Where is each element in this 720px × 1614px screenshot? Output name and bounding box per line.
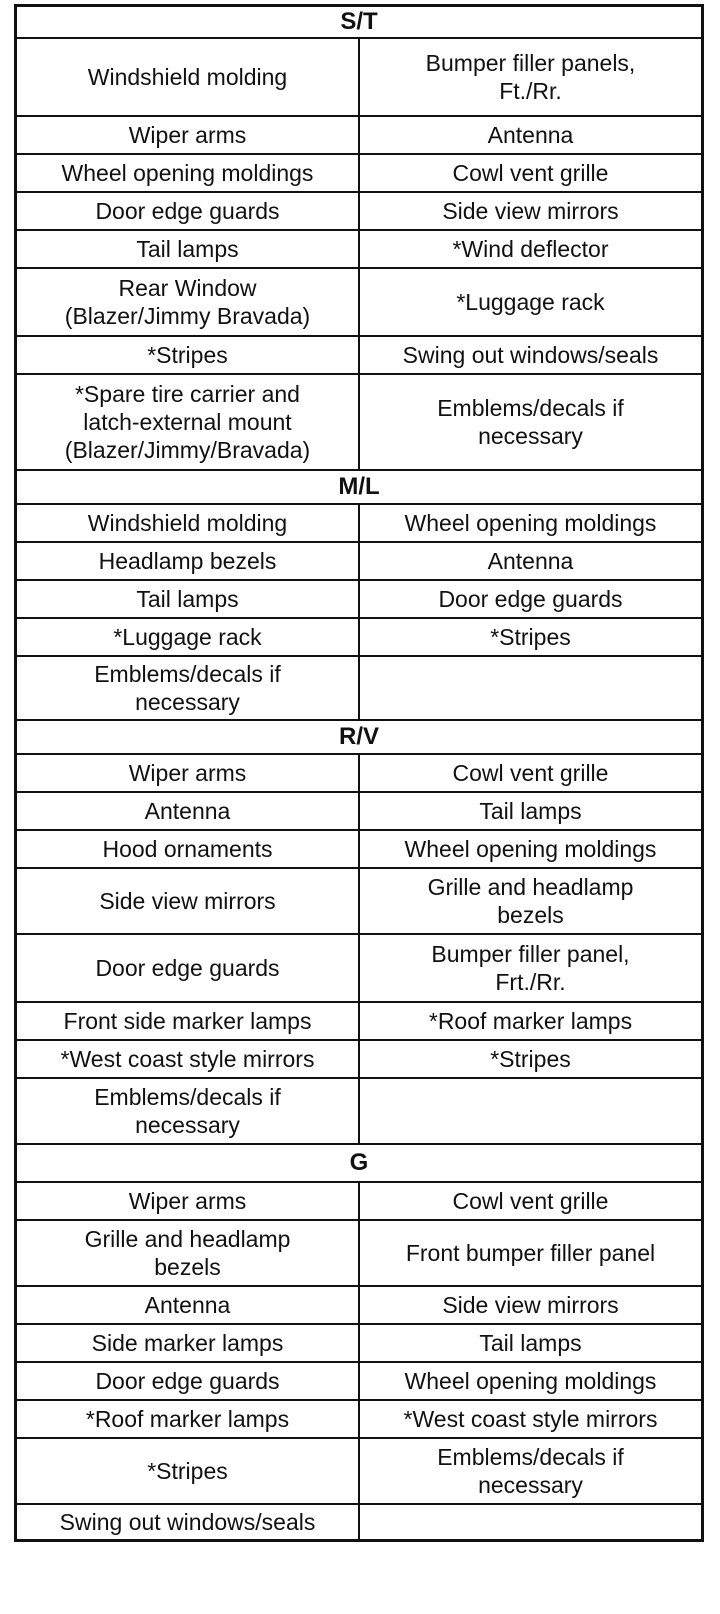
right-cell (360, 1325, 701, 1361)
table-row (17, 869, 701, 935)
right-cell (360, 793, 701, 829)
left-cell (17, 1221, 360, 1285)
left-cell (17, 831, 360, 867)
right-cell (360, 155, 701, 191)
right-cell (360, 1363, 701, 1399)
cell-text: Grille and headlamp bezels (427, 874, 634, 928)
right-cell (360, 1079, 701, 1143)
left-cell (17, 935, 360, 1001)
right-cell (360, 375, 701, 469)
cell-text: Tail lamps (136, 236, 239, 262)
cell-text: Antenna (144, 1292, 231, 1318)
cell-text: Rear Window (Blazer/Jimmy Bravada) (64, 275, 311, 329)
left-cell (17, 505, 360, 541)
left-cell (17, 1325, 360, 1361)
left-cell (17, 1401, 360, 1437)
right-cell (360, 193, 701, 229)
right-cell (360, 1221, 701, 1285)
section-header: G (17, 1145, 701, 1183)
left-cell (17, 1183, 360, 1219)
table-row (17, 581, 701, 619)
right-cell (360, 39, 701, 115)
right-cell (360, 1183, 701, 1219)
cell-text: Door edge guards (438, 586, 623, 612)
table-row (17, 375, 701, 471)
left-cell (17, 269, 360, 335)
section-header: M/L (17, 471, 701, 505)
table-row (17, 1041, 701, 1079)
left-cell (17, 581, 360, 617)
right-cell (360, 1041, 701, 1077)
left-cell (17, 1287, 360, 1323)
cell-text: Emblems/decals if necessary (437, 1444, 624, 1498)
right-cell (360, 337, 701, 373)
right-cell (360, 505, 701, 541)
right-cell (360, 269, 701, 335)
left-cell (17, 755, 360, 791)
cell-text: Side view mirrors (442, 1292, 619, 1318)
cell-text: Antenna (144, 798, 231, 824)
cell-text: *Roof marker lamps (85, 1406, 290, 1432)
cell-text: Front bumper filler panel (405, 1240, 656, 1266)
table-row (17, 193, 701, 231)
cell-text: *Stripes (490, 624, 571, 650)
table-row (17, 935, 701, 1003)
table-row (17, 1439, 701, 1505)
table-row (17, 1079, 701, 1145)
table-row (17, 1505, 701, 1539)
table-row (17, 1221, 701, 1287)
left-cell (17, 39, 360, 115)
right-cell (360, 1505, 701, 1539)
cell-text: *Luggage rack (113, 624, 262, 650)
cell-text: Bumper filler panels, Ft./Rr. (425, 50, 636, 104)
left-cell (17, 657, 360, 719)
table-row (17, 505, 701, 543)
right-cell (360, 657, 701, 719)
cell-text: Cowl vent grille (452, 760, 609, 786)
cell-text: Emblems/decals if necessary (94, 661, 281, 715)
right-cell (360, 619, 701, 655)
right-cell (360, 581, 701, 617)
cell-text: Side view mirrors (442, 198, 619, 224)
table-row (17, 755, 701, 793)
section-header: S/T (17, 7, 701, 39)
cell-text: Swing out windows/seals (59, 1509, 316, 1535)
left-cell (17, 375, 360, 469)
cell-text: Door edge guards (95, 955, 280, 981)
right-cell (360, 1401, 701, 1437)
cell-text: Wiper arms (128, 122, 247, 148)
cell-text: Wheel opening moldings (404, 510, 657, 536)
cell-text: Wheel opening moldings (404, 836, 657, 862)
right-cell (360, 1439, 701, 1503)
cell-text: Door edge guards (95, 1368, 280, 1394)
cell-text: Hood ornaments (102, 836, 273, 862)
table-row (17, 1401, 701, 1439)
left-cell (17, 1363, 360, 1399)
right-cell (360, 869, 701, 933)
table-row (17, 155, 701, 193)
cell-text: Cowl vent grille (452, 1188, 609, 1214)
cell-text: Wheel opening moldings (61, 160, 314, 186)
left-cell (17, 543, 360, 579)
right-cell (360, 1287, 701, 1323)
table-row (17, 231, 701, 269)
cell-text: Swing out windows/seals (402, 342, 659, 368)
cell-text: *West coast style mirrors (60, 1046, 315, 1072)
cell-text: Grille and headlamp bezels (84, 1226, 291, 1280)
cell-text: Windshield molding (87, 510, 288, 536)
cell-text: *Wind deflector (452, 236, 609, 262)
cell-text: Antenna (487, 548, 574, 574)
cell-text: *Roof marker lamps (428, 1008, 633, 1034)
right-cell (360, 117, 701, 153)
left-cell (17, 337, 360, 373)
table-row (17, 117, 701, 155)
cell-text: Tail lamps (479, 1330, 582, 1356)
table-row (17, 1363, 701, 1401)
table-row (17, 337, 701, 375)
cell-text: Bumper filler panel, Frt./Rr. (431, 941, 630, 995)
cell-text: *West coast style mirrors (403, 1406, 658, 1432)
right-cell (360, 755, 701, 791)
left-cell (17, 231, 360, 267)
right-cell (360, 935, 701, 1001)
cell-text: Wiper arms (128, 760, 247, 786)
table-row (17, 1287, 701, 1325)
cell-text: Emblems/decals if necessary (94, 1084, 281, 1138)
left-cell (17, 155, 360, 191)
table-row (17, 831, 701, 869)
cell-text: Headlamp bezels (98, 548, 277, 574)
right-cell (360, 231, 701, 267)
left-cell (17, 1079, 360, 1143)
right-cell (360, 831, 701, 867)
left-cell (17, 869, 360, 933)
parts-table (14, 4, 704, 1542)
cell-text: Wheel opening moldings (404, 1368, 657, 1394)
right-cell (360, 1003, 701, 1039)
cell-text: Emblems/decals if necessary (437, 395, 624, 449)
cell-text: Side view mirrors (99, 888, 276, 914)
left-cell (17, 619, 360, 655)
cell-text: Front side marker lamps (63, 1008, 312, 1034)
left-cell (17, 1003, 360, 1039)
cell-text: Antenna (487, 122, 574, 148)
table-row (17, 657, 701, 721)
table-row (17, 269, 701, 337)
left-cell (17, 117, 360, 153)
table-row (17, 1183, 701, 1221)
left-cell (17, 1439, 360, 1503)
table-row (17, 39, 701, 117)
cell-text: *Stripes (147, 342, 228, 368)
left-cell (17, 193, 360, 229)
table-row (17, 619, 701, 657)
left-cell (17, 1505, 360, 1539)
table-row (17, 1003, 701, 1041)
cell-text: Cowl vent grille (452, 160, 609, 186)
left-cell (17, 793, 360, 829)
table-row (17, 793, 701, 831)
cell-text: Door edge guards (95, 198, 280, 224)
cell-text: Wiper arms (128, 1188, 247, 1214)
cell-text: Windshield molding (87, 64, 288, 90)
cell-text: *Stripes (490, 1046, 571, 1072)
section-header: R/V (17, 721, 701, 755)
cell-text: Tail lamps (136, 586, 239, 612)
cell-text: *Spare tire carrier and latch-external mount (Blazer/Jimmy/Bravada) (64, 381, 311, 463)
cell-text: Side marker lamps (91, 1330, 284, 1356)
cell-text: *Luggage rack (456, 289, 605, 315)
table-row (17, 543, 701, 581)
cell-text: *Stripes (147, 1458, 228, 1484)
right-cell (360, 543, 701, 579)
cell-text: Tail lamps (479, 798, 582, 824)
table-row (17, 1325, 701, 1363)
left-cell (17, 1041, 360, 1077)
